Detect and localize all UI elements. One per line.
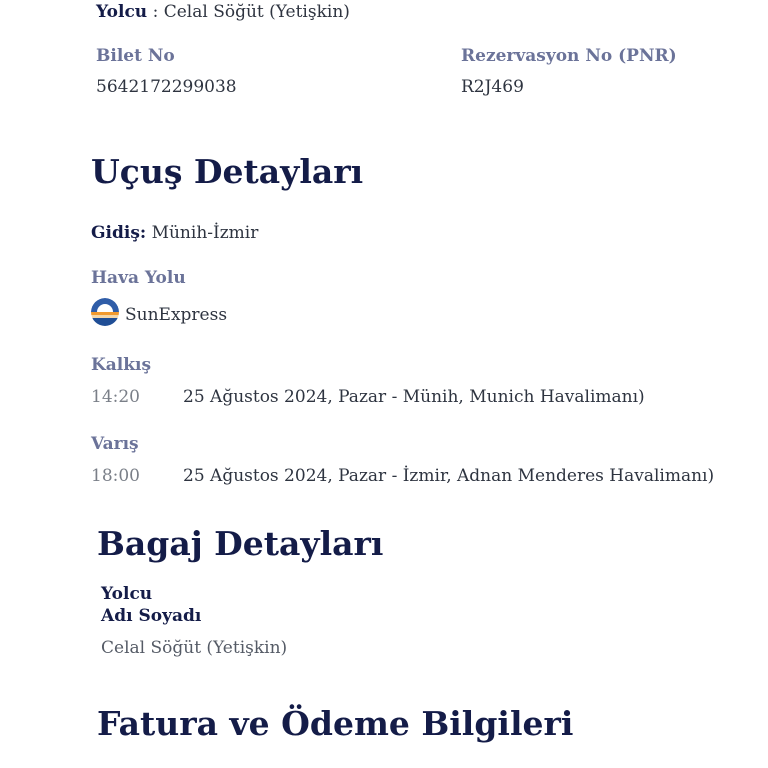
departure-time: 14:20 <box>91 387 140 407</box>
route-value: Münih-İzmir <box>151 223 259 243</box>
billing-title: Fatura ve Ödeme Bilgileri <box>97 704 574 743</box>
route-row <box>91 223 258 243</box>
airline-name: SunExpress <box>125 305 228 325</box>
baggage-details-title: Bagaj Detayları <box>97 524 384 563</box>
departure-detail: 25 Ağustos 2024, Pazar - Münih, Munich Havalimanı) <box>183 387 645 407</box>
airline-label: Hava Yolu <box>91 268 186 288</box>
pnr-value: R2J469 <box>461 77 524 97</box>
flight-details-title: Uçuş Detayları <box>91 152 364 191</box>
ticket-no-value: 5642172299038 <box>96 77 237 97</box>
pnr-label: Rezervasyon No (PNR) <box>461 46 677 66</box>
passenger-summary-value: Celal Söğüt (Yetişkin) <box>163 2 350 22</box>
passenger-summary <box>96 2 350 22</box>
baggage-col-header-line2: Adı Soyadı <box>101 606 202 626</box>
departure-label: Kalkış <box>91 355 152 375</box>
route-label: Gidiş: <box>91 223 147 243</box>
baggage-col-header-line1: Yolcu <box>101 584 153 604</box>
sunexpress-logo-icon <box>91 298 119 326</box>
baggage-passenger-name: Celal Söğüt (Yetişkin) <box>101 638 288 658</box>
arrival-label: Varış <box>91 434 139 454</box>
arrival-detail: 25 Ağustos 2024, Pazar - İzmir, Adnan Menderes Havalimanı) <box>183 466 715 486</box>
arrival-time: 18:00 <box>91 466 140 486</box>
passenger-summary-separator: : <box>147 2 164 22</box>
passenger-summary-label: Yolcu <box>96 2 148 22</box>
ticket-no-label: Bilet No <box>96 46 175 66</box>
